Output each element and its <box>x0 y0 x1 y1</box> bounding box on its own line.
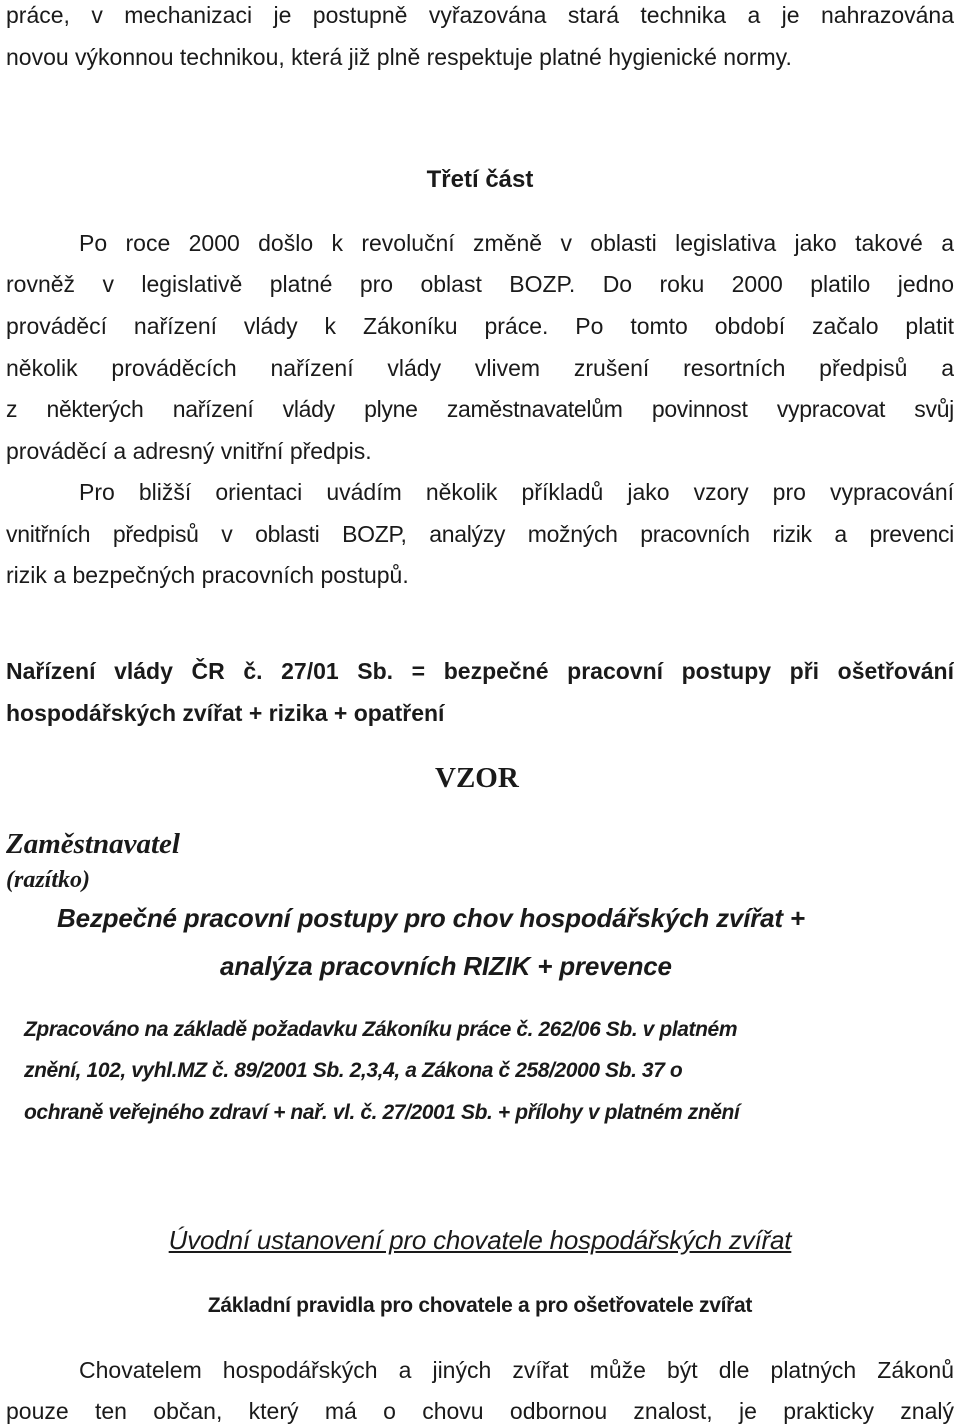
paragraph-line: z některých nařízení vlády plyne zaměstnavatelům povinnost vypracovat svůj <box>6 396 954 422</box>
form-title-line-2: analýza pracovních RIZIK + prevence <box>220 951 672 981</box>
paragraph-line: prováděcí nařízení vlády k Zákoníku práce. Po tomto období začalo platit <box>6 313 954 339</box>
form-title-line-1: Bezpečné pracovní postupy pro chov hospodářských zvířat + <box>57 903 805 933</box>
intro-line-1: práce, v mechanizaci je postupně vyřazována stará technika a je nahrazována <box>6 2 954 28</box>
regulation-title-line-2: hospodářských zvířat + rizika + opatření <box>6 700 445 726</box>
paragraph-line: několik prováděcích nařízení vlády vlivem zrušení resortních předpisů a <box>6 355 954 381</box>
section-heading <box>0 1222 960 1258</box>
paragraph-line: Chovatelem hospodářských a jiných zvířat může být dle platných Zákonů <box>79 1357 954 1383</box>
paragraph-line: rizik a bezpečných pracovních postupů. <box>6 562 409 588</box>
basis-line-3: ochraně veřejného zdraví + nař. vl. č. 27/2001 Sb. + přílohy v platném znění <box>24 1101 740 1124</box>
section-subheading: Základní pravidla pro chovatele a pro ošetřovatele zvířat <box>207 1294 753 1317</box>
intro-line-2: novou výkonnou technikou, která již plně respektuje platné hygienické normy. <box>6 44 792 70</box>
paragraph-line: rovněž v legislativě platné pro oblast BOZP. Do roku 2000 platilo jedno <box>6 271 954 297</box>
paragraph-line: Pro bližší orientaci uvádím několik příkladů jako vzory pro vypracování <box>79 479 954 505</box>
paragraph-line: pouze ten občan, který má o chovu odbornou znalost, je prakticky znalý <box>6 1398 954 1424</box>
paragraph-line: prováděcí a adresný vnitřní předpis. <box>6 438 372 464</box>
section-heading-part3: Třetí část <box>426 166 534 193</box>
regulation-title-line-1: Nařízení vlády ČR č. 27/01 Sb. = bezpečné pracovní postupy při ošetřování <box>6 658 954 684</box>
basis-line-1: Zpracováno na základě požadavku Zákoníku práce č. 262/06 Sb. v platném <box>24 1018 738 1041</box>
employer-label: Zaměstnavatel <box>6 828 180 860</box>
paragraph-line: Po roce 2000 došlo k revoluční změně v oblasti legislativa jako takové a <box>79 230 954 256</box>
vzor-label: VZOR <box>435 762 519 794</box>
section-heading-text: Úvodní ustanovení pro chovatele hospodářských zvířat <box>168 1225 792 1255</box>
stamp-label: (razítko) <box>6 867 90 893</box>
paragraph-line: vnitřních předpisů v oblasti BOZP, analýzy možných pracovních rizik a prevenci <box>6 521 954 547</box>
basis-line-2: znění, 102, vyhl.MZ č. 89/2001 Sb. 2,3,4, a Zákona č 258/2000 Sb. 37 o <box>24 1059 683 1082</box>
